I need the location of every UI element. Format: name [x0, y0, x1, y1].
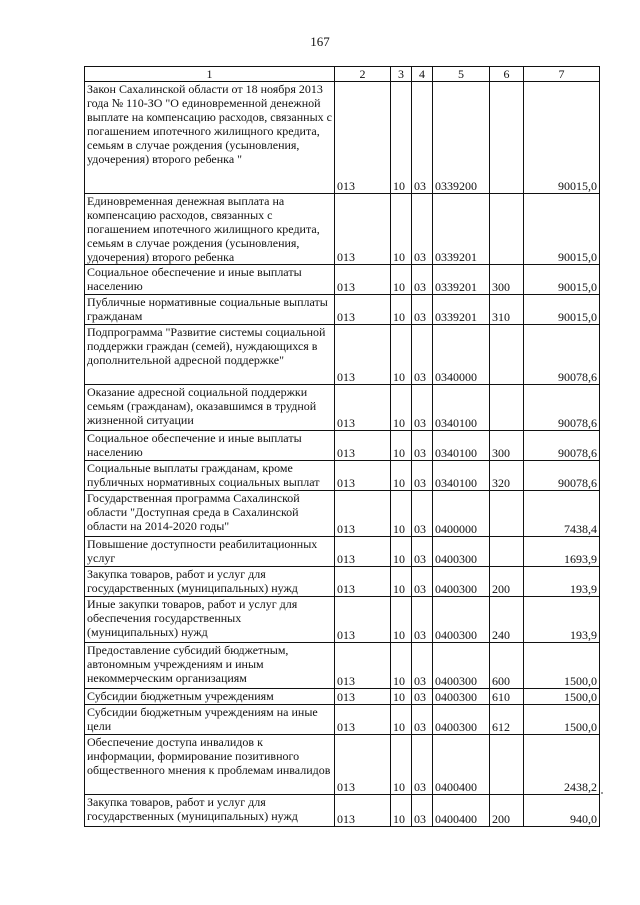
cell-target-article: 0400400 — [433, 735, 490, 795]
cell-admin-code: 013 — [335, 795, 391, 827]
cell-admin-code: 013 — [335, 491, 391, 537]
column-header: 5 — [433, 67, 490, 82]
cell-amount: 940,0 — [524, 795, 600, 827]
cell-subsection: 03 — [412, 643, 433, 689]
table-row — [85, 705, 600, 735]
column-header: 1 — [85, 67, 335, 82]
cell-subsection: 03 — [412, 82, 433, 194]
cell-admin-code: 013 — [335, 643, 391, 689]
cell-amount: 1500,0 — [524, 705, 600, 735]
row-name: Социальное обеспечение и иные выплаты населению — [85, 431, 335, 461]
row-name: Повышение доступности реабилитационных услуг — [85, 537, 335, 567]
cell-amount: 90015,0 — [524, 295, 600, 325]
cell-target-article: 0340100 — [433, 461, 490, 491]
cell-target-article: 0339201 — [433, 295, 490, 325]
page-number: 167 — [310, 34, 330, 49]
cell-subsection: 03 — [412, 325, 433, 385]
cell-expense-type: 200 — [490, 795, 524, 827]
table-row — [85, 265, 600, 295]
cell-expense-type: 600 — [490, 643, 524, 689]
cell-admin-code: 013 — [335, 689, 391, 705]
cell-admin-code: 013 — [335, 597, 391, 643]
cell-target-article: 0400400 — [433, 795, 490, 827]
cell-amount: 90078,6 — [524, 461, 600, 491]
cell-section: 10 — [391, 643, 412, 689]
cell-target-article: 0400300 — [433, 537, 490, 567]
table-row — [85, 82, 600, 194]
cell-section: 10 — [391, 795, 412, 827]
cell-target-article: 0400300 — [433, 567, 490, 597]
cell-expense-type: 320 — [490, 461, 524, 491]
table-row — [85, 295, 600, 325]
cell-subsection: 03 — [412, 735, 433, 795]
row-name: Предоставление субсидий бюджетным, автономным учреждениям и иным некоммерческим организациям — [85, 643, 335, 689]
cell-section: 10 — [391, 705, 412, 735]
cell-expense-type: 610 — [490, 689, 524, 705]
table-row — [85, 689, 600, 705]
table-row — [85, 537, 600, 567]
cell-section: 10 — [391, 385, 412, 431]
cell-expense-type: 612 — [490, 705, 524, 735]
row-name: Подпрограмма "Развитие системы социальной поддержки граждан (семей), нуждающихся в дополнительной адресной поддержке" — [85, 325, 335, 385]
table-row — [85, 325, 600, 385]
budget-table — [84, 66, 600, 827]
table-row — [85, 431, 600, 461]
cell-target-article: 0340100 — [433, 385, 490, 431]
cell-admin-code: 013 — [335, 385, 391, 431]
cell-subsection: 03 — [412, 597, 433, 643]
cell-target-article: 0339200 — [433, 82, 490, 194]
cell-admin-code: 013 — [335, 567, 391, 597]
cell-subsection: 03 — [412, 431, 433, 461]
cell-amount: 2438,2 — [524, 735, 600, 795]
cell-expense-type: 200 — [490, 567, 524, 597]
cell-target-article: 0340000 — [433, 325, 490, 385]
row-name: Обеспечение доступа инвалидов к информации, формирование позитивного общественного мнения к проблемам инвалидов — [85, 735, 335, 795]
cell-amount: 1500,0 — [524, 643, 600, 689]
row-name: Социальные выплаты гражданам, кроме публичных нормативных социальных выплат — [85, 461, 335, 491]
cell-expense-type: 300 — [490, 431, 524, 461]
table-row — [85, 795, 600, 827]
cell-target-article: 0400300 — [433, 597, 490, 643]
cell-expense-type — [490, 194, 524, 265]
table-row — [85, 597, 600, 643]
cell-section: 10 — [391, 295, 412, 325]
cell-expense-type — [490, 491, 524, 537]
cell-amount: 90015,0 — [524, 82, 600, 194]
row-name: Оказание адресной социальной поддержки семьям (гражданам), оказавшимся в трудной жизненной ситуации — [85, 385, 335, 431]
cell-expense-type: 300 — [490, 265, 524, 295]
cell-admin-code: 013 — [335, 82, 391, 194]
cell-subsection: 03 — [412, 385, 433, 431]
cell-subsection: 03 — [412, 795, 433, 827]
cell-subsection: 03 — [412, 689, 433, 705]
cell-section: 10 — [391, 537, 412, 567]
cell-expense-type: 240 — [490, 597, 524, 643]
cell-admin-code: 013 — [335, 325, 391, 385]
row-name: Публичные нормативные социальные выплаты гражданам — [85, 295, 335, 325]
cell-amount: 7438,4 — [524, 491, 600, 537]
cell-admin-code: 013 — [335, 431, 391, 461]
table-row — [85, 194, 600, 265]
cell-section: 10 — [391, 461, 412, 491]
cell-subsection: 03 — [412, 295, 433, 325]
cell-subsection: 03 — [412, 567, 433, 597]
column-header: 4 — [412, 67, 433, 82]
cell-amount: 90078,6 — [524, 431, 600, 461]
cell-target-article: 0339201 — [433, 265, 490, 295]
column-header: 6 — [490, 67, 524, 82]
cell-section: 10 — [391, 265, 412, 295]
cell-section: 10 — [391, 431, 412, 461]
row-name: Закон Сахалинской области от 18 ноября 2013 года № 110-ЗО "О единовременной денежной выплате на компенсацию расходов, связанных с погашением ипотечного жилищного кредита, семьям в случае рождения (усыновления, удочерения) второго ребенка " — [85, 82, 335, 194]
row-name: Закупка товаров, работ и услуг для государственных (муниципальных) нужд — [85, 567, 335, 597]
cell-subsection: 03 — [412, 491, 433, 537]
row-name: Государственная программа Сахалинской области "Доступная среда в Сахалинской области на 2014-2020 годы" — [85, 491, 335, 537]
cell-target-article: 0340100 — [433, 431, 490, 461]
cell-expense-type: 310 — [490, 295, 524, 325]
cell-section: 10 — [391, 194, 412, 265]
column-header: 7 — [524, 67, 600, 82]
cell-amount: 90078,6 — [524, 325, 600, 385]
cell-admin-code: 013 — [335, 705, 391, 735]
cell-amount: 90015,0 — [524, 194, 600, 265]
cell-expense-type — [490, 537, 524, 567]
column-header-row — [85, 67, 600, 82]
column-header: 3 — [391, 67, 412, 82]
cell-subsection: 03 — [412, 705, 433, 735]
cell-expense-type — [490, 735, 524, 795]
cell-section: 10 — [391, 689, 412, 705]
cell-target-article: 0400300 — [433, 689, 490, 705]
cell-admin-code: 013 — [335, 461, 391, 491]
row-name: Иные закупки товаров, работ и услуг для обеспечения государственных (муниципальных) нужд — [85, 597, 335, 643]
table-row — [85, 567, 600, 597]
cell-subsection: 03 — [412, 194, 433, 265]
cell-admin-code: 013 — [335, 537, 391, 567]
cell-expense-type — [490, 82, 524, 194]
cell-amount: 193,9 — [524, 567, 600, 597]
cell-subsection: 03 — [412, 265, 433, 295]
row-name: Субсидии бюджетным учреждениям — [85, 689, 335, 705]
cell-section: 10 — [391, 567, 412, 597]
cell-admin-code: 013 — [335, 735, 391, 795]
cell-expense-type — [490, 385, 524, 431]
cell-subsection: 03 — [412, 461, 433, 491]
cell-section: 10 — [391, 325, 412, 385]
row-name: Закупка товаров, работ и услуг для государственных (муниципальных) нужд — [85, 795, 335, 827]
cell-amount: 90015,0 — [524, 265, 600, 295]
cell-subsection: 03 — [412, 537, 433, 567]
row-name: Субсидии бюджетным учреждениям на иные цели — [85, 705, 335, 735]
cell-section: 10 — [391, 735, 412, 795]
cell-amount: 90078,6 — [524, 385, 600, 431]
cell-amount: 1693,9 — [524, 537, 600, 567]
table-row — [85, 385, 600, 431]
cell-admin-code: 013 — [335, 194, 391, 265]
scan-speck — [601, 792, 603, 794]
cell-section: 10 — [391, 82, 412, 194]
cell-target-article: 0400300 — [433, 705, 490, 735]
table-row — [85, 643, 600, 689]
column-header: 2 — [335, 67, 391, 82]
row-name: Единовременная денежная выплата на компенсацию расходов, связанных с погашением ипотечного жилищного кредита, семьям в случае рождения (усыновления, удочерения) второго ребенка — [85, 194, 335, 265]
cell-target-article: 0400000 — [433, 491, 490, 537]
row-name: Социальное обеспечение и иные выплаты населению — [85, 265, 335, 295]
table-row — [85, 491, 600, 537]
cell-expense-type — [490, 325, 524, 385]
cell-section: 10 — [391, 491, 412, 537]
cell-target-article: 0400300 — [433, 643, 490, 689]
cell-amount: 193,9 — [524, 597, 600, 643]
cell-section: 10 — [391, 597, 412, 643]
cell-target-article: 0339201 — [433, 194, 490, 265]
table-row — [85, 735, 600, 795]
cell-amount: 1500,0 — [524, 689, 600, 705]
cell-admin-code: 013 — [335, 265, 391, 295]
cell-admin-code: 013 — [335, 295, 391, 325]
table-row — [85, 461, 600, 491]
